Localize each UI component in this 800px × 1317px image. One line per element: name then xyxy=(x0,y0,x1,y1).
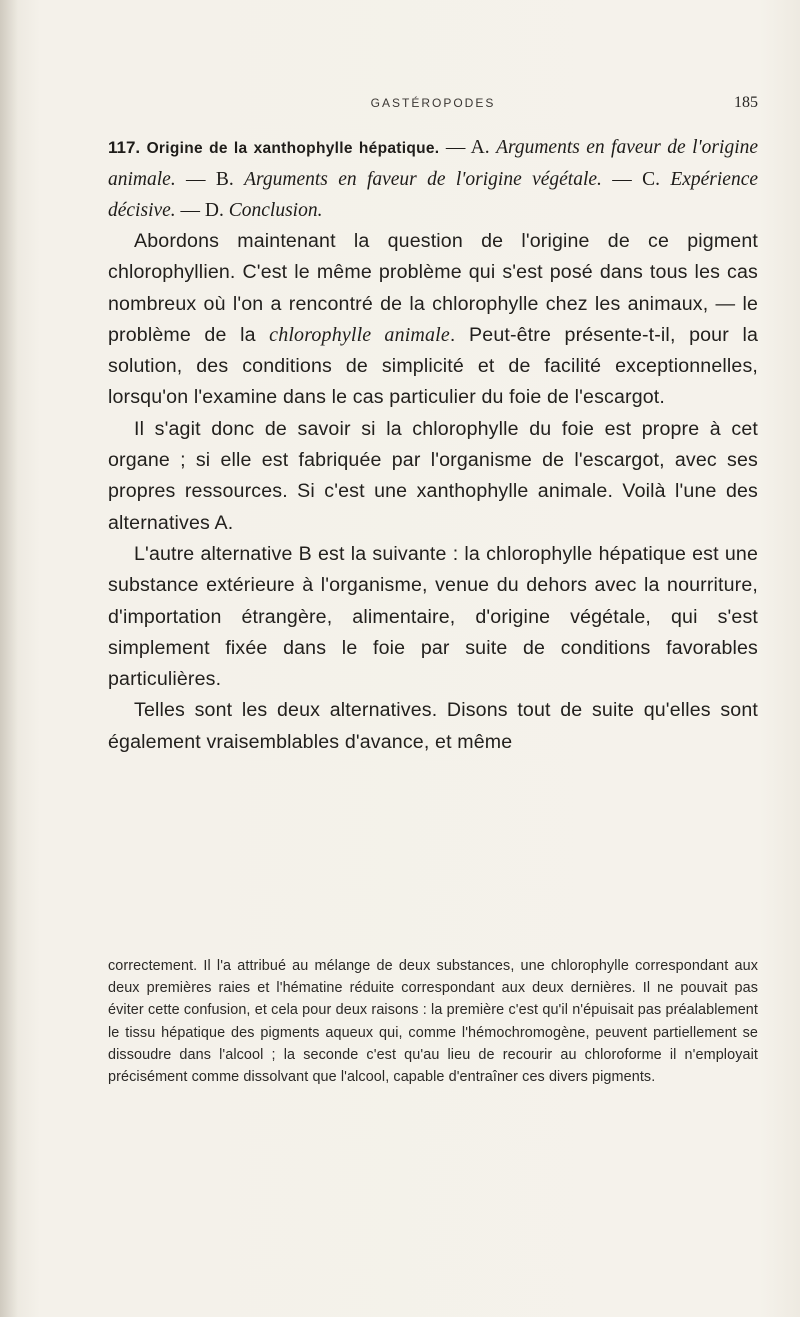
section-number: 117. xyxy=(108,138,141,157)
paragraph-1-end: . Peut-être présente-t-il, pour la solution, des conditions de simplicité et de facilité exceptionnelles, lorsqu'on l'examine dans le cas particulier du foie de l'escargot. xyxy=(108,323,758,409)
paragraph-1 xyxy=(108,226,758,414)
part-b-text: Arguments en faveur de l'origine végétale. xyxy=(244,169,602,190)
part-c-text: Expérience décisive. xyxy=(108,169,759,221)
running-title: GASTÉROPODES xyxy=(370,96,496,110)
part-a-text: Arguments en faveur de l'origine animale. xyxy=(108,137,759,190)
page-number: 185 xyxy=(734,94,758,111)
heading-dash: — xyxy=(439,137,471,158)
paragraph-3: L'autre alternative B est la suivante : la chlorophylle hépatique est une substance extérieure à l'organisme, venue du dehors avec la nourriture, d'importation étrangère, alimentaire, d'origine végétale, qui s'est simplement fixée dans le foie par suite de conditions favorables particulières. xyxy=(108,542,758,691)
paragraph-1-italic: chlorophylle animale xyxy=(269,323,450,346)
section-title: Origine de la xanthophylle hépatique. xyxy=(146,140,440,157)
main-text xyxy=(108,132,758,758)
paragraph-4: Telles sont les deux alternatives. Disons tout de suite qu'elles sont également vraisemblables d'avance, et même xyxy=(108,699,758,753)
binding-shadow xyxy=(0,0,18,1317)
paragraph-2: Il s'agit donc de savoir si la chlorophylle du foie est propre à cet organe ; si elle est fabriquée par l'organisme de l'escargot, avec ses propres ressources. Si c'est une xanthophylle animale. Voilà l'une des alternatives A. xyxy=(108,417,758,534)
paragraph-1-start: Abordons maintenant la question de l'origine de ce pigment chlorophyllien. C'est le même problème qui s'est posé dans tous les cas nombreux où l'on a rencontré de la chlorophylle chez les animaux, — le problème de la xyxy=(108,230,758,346)
part-d-text: Conclusion. xyxy=(228,200,323,221)
page-header xyxy=(108,96,758,118)
section-heading: 117. Origine de la xanthophylle hépatique. — A. Arguments en faveur de l'origine animale. — B. Arguments en faveur de l'origine végétale. — C. Expérience décisive. — D. Conclusion. xyxy=(108,137,759,221)
part-b-label: B. xyxy=(215,169,234,190)
part-c-label: C. xyxy=(642,169,660,190)
part-d-label: D. xyxy=(204,200,224,221)
part-a-label: A. xyxy=(470,137,490,158)
footnote: correctement. Il l'a attribué au mélange de deux substances, une chlorophylle correspondant aux deux premières raies et l'hématine réduite correspondant aux deux dernières. Il ne pouvait pas éviter cette confusion, et cela pour deux raisons : la première c'est qu'il n'épuisait pas préalablement le tissu hépatique des pigments aqueux qui, comme l'hémochromogène, peuvent partiellement se dissoudre dans l'alcool ; la seconde c'est qu'au lieu de recourir au chloroforme il n'employait précisément comme dissolvant que l'alcool, capable d'entraîner ces divers pigments. xyxy=(108,958,758,1086)
